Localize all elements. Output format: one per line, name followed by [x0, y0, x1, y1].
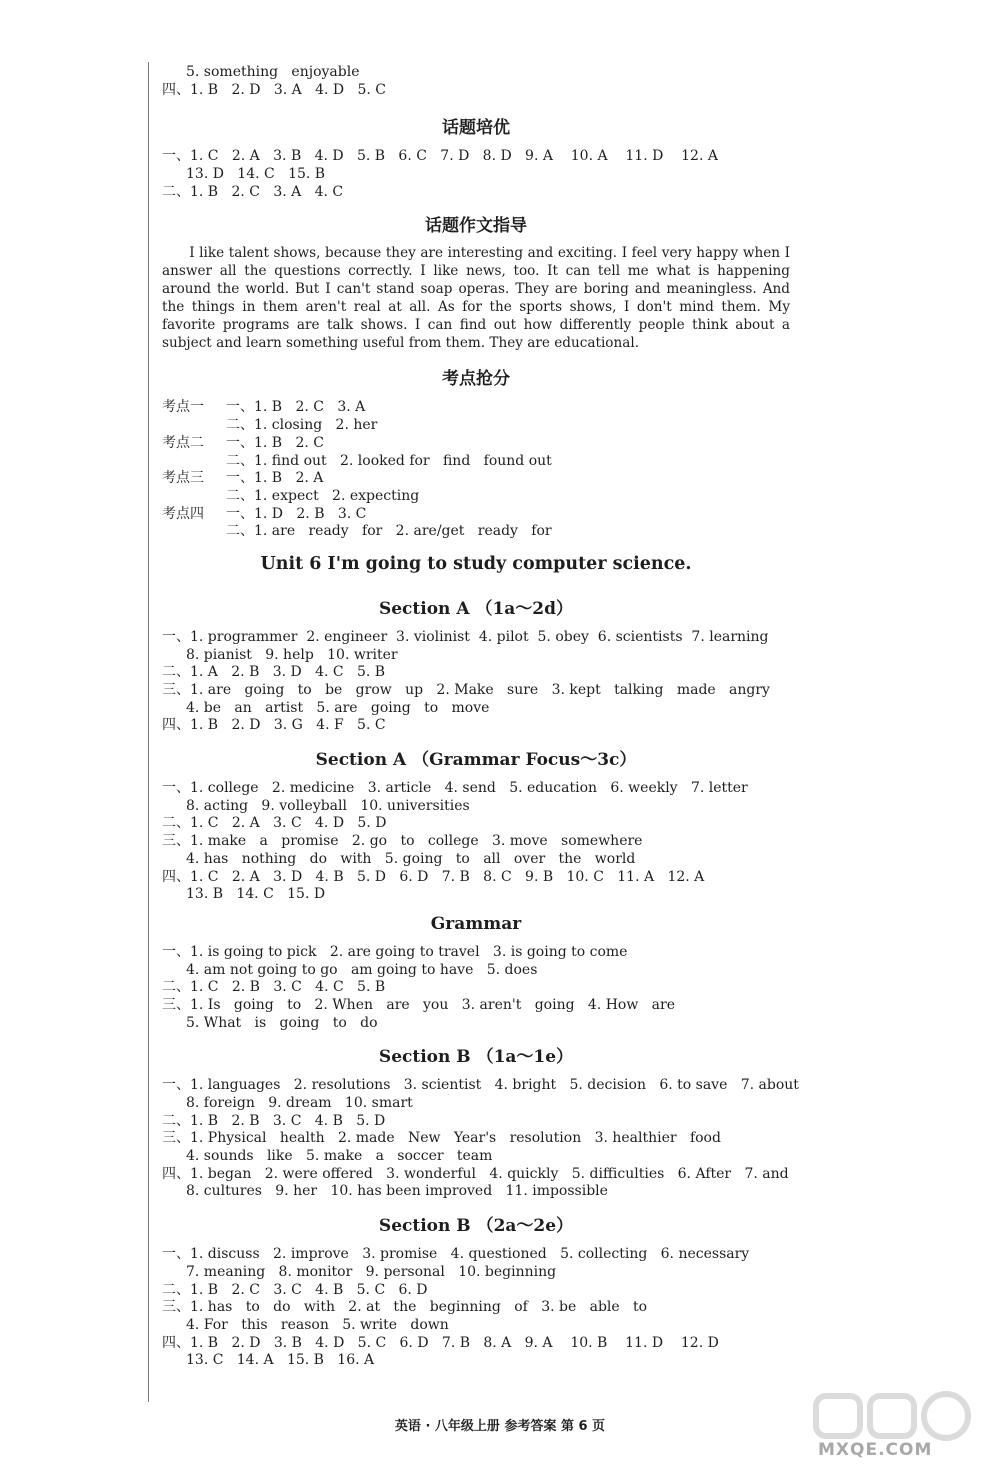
section-heading-b1: Section B （1a～1e） [378, 1047, 574, 1068]
key-point-answers: 二、1. expect 2. expecting [226, 487, 420, 504]
key-point-label: 考点二 [162, 434, 204, 451]
answer-line: 一、1. is going to pick 2. are going to travel 3. is going to come [162, 943, 628, 960]
answer-line: 5. something enjoyable [186, 64, 360, 80]
answer-line: 四、1. began 2. were offered 3. wonderful 4. quickly 5. difficulties 6. After 7. and [162, 1165, 789, 1182]
key-point-row [162, 488, 790, 506]
key-point-answers: 二、1. closing 2. her [226, 417, 378, 434]
key-point-row [162, 523, 790, 541]
answer-line: 8. pianist 9. help 10. writer [186, 646, 398, 663]
section-heading-a1: Section A （1a～2d） [378, 598, 574, 619]
section-heading-grammar: Grammar [430, 913, 522, 934]
answer-line: 二、1. B 2. C 3. A 4. C [162, 183, 344, 200]
answer-line: 一、1. discuss 2. improve 3. promise 4. questioned 5. collecting 6. necessary [162, 1246, 750, 1263]
key-point-label [162, 417, 226, 435]
answer-line: 三、1. Is going to 2. When are you 3. aren't going 4. How are [162, 996, 675, 1013]
key-point-label: 考点四 [162, 505, 204, 522]
answer-line: 四、1. B 2. D 3. B 4. D 5. C 6. D 7. B 8. A 9. A 10. B 11. D 12. D [162, 1334, 719, 1351]
answer-line: 4. am not going to go am going to have 5. does [186, 961, 538, 978]
key-point-label [162, 488, 226, 506]
key-point-answers: 一、1. B 2. C [226, 434, 324, 451]
section-heading-key-points: 考点抢分 [442, 369, 510, 390]
answer-line: 5. What is going to do [186, 1014, 378, 1031]
answer-line: 4. be an artist 5. are going to move [186, 699, 490, 716]
key-point-row [162, 470, 790, 488]
key-point-row [162, 399, 790, 417]
key-point-row [162, 453, 790, 471]
section-heading-topic-improve: 话题培优 [442, 118, 510, 139]
answer-line: 13. B 14. C 15. D [186, 886, 326, 903]
key-point-answers: 一、1. B 2. C 3. A [226, 399, 366, 416]
answer-line: 4. For this reason 5. write down [186, 1316, 449, 1333]
answer-line: 一、1. languages 2. resolutions 3. scientist 4. bright 5. decision 6. to save 7. about [162, 1077, 799, 1094]
answer-line: 13. C 14. A 15. B 16. A [186, 1352, 375, 1369]
answer-line: 三、1. Physical health 2. made New Year's resolution 3. healthier food [162, 1130, 721, 1147]
key-point-row [162, 506, 790, 524]
key-point-label: 考点三 [162, 470, 204, 487]
answer-line: 四、1. C 2. A 3. D 4. B 5. D 6. D 7. B 8. C 9. B 10. C 11. A 12. A [162, 868, 705, 885]
key-point-label [162, 523, 226, 541]
answer-line: 二、1. B 2. B 3. C 4. B 5. D [162, 1112, 386, 1129]
answer-line: 13. D 14. C 15. B [186, 166, 326, 183]
answer-line: 8. acting 9. volleyball 10. universities [186, 797, 470, 814]
key-point-answers: 一、1. D 2. B 3. C [226, 505, 367, 522]
page-footer: 英语 · 八年级上册 参考答案 第 6 页 [394, 1419, 606, 1434]
section-heading-a2: Section A （Grammar Focus～3c） [315, 750, 637, 771]
watermark-text: MXQE.COM [818, 1440, 933, 1460]
answer-line: 8. cultures 9. her 10. has been improved 11. impossible [186, 1183, 608, 1200]
answer-line: 一、1. programmer 2. engineer 3. violinist 4. pilot 5. obey 6. scientists 7. learning [162, 628, 769, 645]
answer-line: 四、1. B 2. D 3. A 4. D 5. C [162, 81, 386, 98]
key-point-row [162, 435, 790, 453]
key-point-answers: 二、1. are ready for 2. are/get ready for [226, 523, 552, 540]
section-heading-essay-guide: 话题作文指导 [425, 216, 527, 237]
key-point-label: 考点一 [162, 399, 204, 416]
section-heading-b2: Section B （2a～2e） [378, 1216, 574, 1237]
answer-line: 一、1. C 2. A 3. B 4. D 5. B 6. C 7. D 8. D 9. A 10. A 11. D 12. A [162, 148, 718, 165]
key-point-answers: 二、1. find out 2. looked for find found out [226, 452, 552, 469]
answer-line: 三、1. has to do with 2. at the beginning of 3. be able to [162, 1299, 648, 1316]
answer-line: 三、1. are going to be grow up 2. Make sure 3. kept talking made angry [162, 682, 770, 698]
key-point-answers: 一、1. B 2. A [226, 470, 324, 487]
answer-line: 4. sounds like 5. make a soccer team [186, 1148, 493, 1165]
answer-line: 8. foreign 9. dream 10. smart [186, 1095, 413, 1111]
answer-line: 二、1. B 2. C 3. C 4. B 5. C 6. D [162, 1281, 428, 1298]
answer-line: 三、1. make a promise 2. go to college 3. move somewhere [162, 833, 643, 850]
answer-line: 二、1. C 2. B 3. C 4. C 5. B [162, 979, 386, 996]
answer-line: 二、1. A 2. B 3. D 4. C 5. B [162, 664, 386, 681]
unit-title: Unit 6 I'm going to study computer science. [260, 553, 692, 574]
key-point-label [162, 453, 226, 471]
key-point-row [162, 417, 790, 435]
answer-line: 二、1. C 2. A 3. C 4. D 5. D [162, 815, 387, 832]
margin-rule [148, 62, 149, 1402]
page-content [162, 64, 799, 1370]
answer-line: 四、1. B 2. D 3. G 4. F 5. C [162, 717, 386, 734]
sample-essay: I like talent shows, because they are interesting and exciting. I feel very happy when I answer all the questions correctly. I like news, too. It can tell me what is happening around the world. But I can't stand soap operas. They are boring and meaningless. And the things in them aren't real at all. As for the sports shows, I don't mind them. My favorite programs are talk shows. I can find out how differently people think about a subject and learn something useful from them. They are educational. [162, 245, 790, 352]
answer-line: 7. meaning 8. monitor 9. personal 10. beginning [186, 1263, 557, 1280]
answer-line: 4. has nothing do with 5. going to all over the world [186, 850, 636, 867]
answer-line: 一、1. college 2. medicine 3. article 4. send 5. education 6. weekly 7. letter [162, 780, 748, 797]
